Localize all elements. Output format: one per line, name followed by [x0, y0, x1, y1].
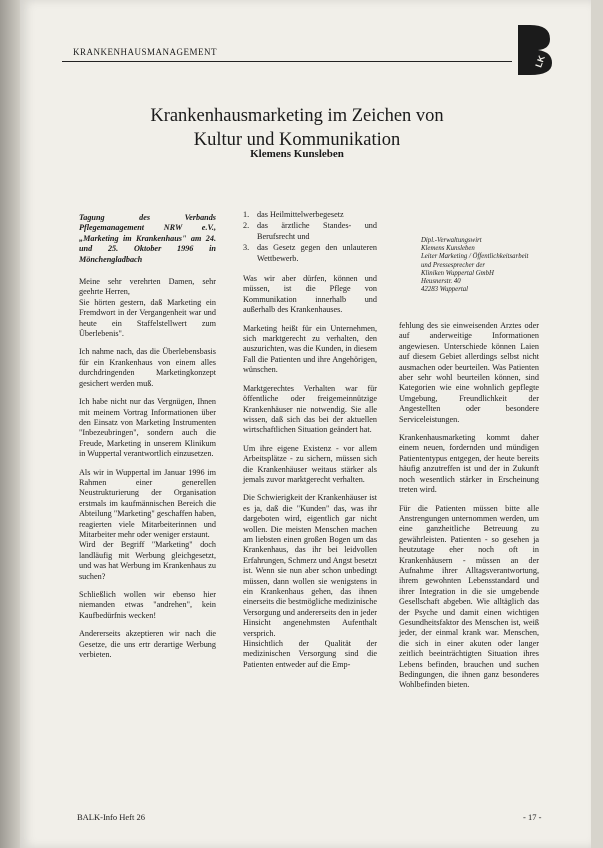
article-author: Klemens Kunsleben [250, 148, 344, 160]
header-rule [62, 61, 512, 62]
paragraph: Krankenhausmarketing kommt daher einem neuen, fordernden und mündigen Patiententypus entgegen, der heute bereits häufig anzutreffen ist und der in Zukunft noch wesentlich stärker in Erscheinung treten wird. [399, 433, 539, 495]
address-line: Klemens Kunsleben [421, 245, 475, 253]
paragraph: Ich habe nicht nur das Vergnügen, Ihnen mit meinem Vortrag Informationen über den Einsatz von Marketing Instrumenten "Inbezeubringen", sondern auch die Freude, Marketing in unserem Klinikum in Wuppertal verantwortlich einzusetzen. [79, 397, 216, 459]
title-line-2: Kultur und Kommunikation [193, 130, 401, 150]
svg-text:LK: LK [533, 54, 547, 69]
address-line: Dipl.-Verwaltungswirt [421, 237, 482, 244]
paragraph: Andererseits akzeptieren wir nach die Gesetze, die uns ertr derartige Werbung verbieten. [79, 629, 216, 660]
list-number: 1. [243, 210, 250, 219]
paragraph: Um ihre eigene Existenz - vor allem Arbeitsplätze - zu sichern, müssen sich die Krankenhäuser weitaus stärker als jemals zuvor marktgerecht verhalten. [243, 443, 377, 484]
list-item [243, 243, 377, 264]
balk-logo [516, 21, 556, 81]
column-3 [399, 229, 539, 699]
law-list [243, 210, 377, 264]
paragraph: Marketing heißt für ein Unternehmen, sich marktgerecht zu verhalten, den auszurichten, was die Kunden, in diesem Fall die Patienten und ihre Angehörigen, wünschen. [243, 323, 377, 375]
address-line: Kliniken Wuppertal GmbH [421, 269, 494, 277]
intro-text: Tagung des Verbands Pflegemanagement NRW e.V., „Marketing im Krankenhaus" am 24. und 25. Oktober 1996 in Mönchengladbach [79, 213, 216, 264]
paragraph: Was wir aber dürfen, können und müssen, ist die Pflege von Kommunikation innerhalb und außerhalb des Krankenhauses. [243, 274, 377, 315]
list-number: 3. [243, 243, 250, 253]
paragraph: Ich nahme nach, das die Überlebensbasis für ein Krankenhaus von einem alles durchdringenden Marketingkonzept gesichert werden muß. [79, 347, 216, 388]
paragraph: Die Schwierigkeit der Krankenhäuser ist es ja, daß die "Kunden" das, was ihr dargeboten wird, eigentlich gar nicht wollen. Die meisten Menschen machen am liebsten einen großen Bogen um das Krankenhaus, das ihr bei leidvollen Erfahrungen, Schmerz und Angst besetzt ist. Wenn sie nun aber schon unbedingt müssen, dann wollen sie wenigstens in ein Krankenhaus gehen, das ihnen einerseits die bestmögliche medizinische Versorgung und andererseits den in jeder Hinsicht angenehmsten Aufenthalt versprich. Hinsichtlich der Qualität der medizinischen Versorgung sind die Patienten entweder auf die Emp- [243, 493, 377, 669]
article-title [62, 104, 532, 152]
paragraph: Meine sehr verehrten Damen, sehr geehrte Herren, Sie hörten gestern, daß Marketing ein Fremdwort in der Vergangenheit war und heute ein Staffelstellwert zum Überlebenis". [79, 277, 216, 339]
list-text: das Gesetz gegen den unlauteren Wettbewerb. [257, 243, 377, 263]
section-label: KRANKENHAUSMANAGEMENT [73, 47, 217, 57]
address-line: Heusnerstr. 40 [421, 278, 461, 286]
paragraph: Schließlich wollen wir ebenso hier niemanden etwas "andrehen", kein Kaufbedürfnis wecken! [79, 590, 216, 620]
paragraph: Als wir in Wuppertal im Januar 1996 im Rahmen einer generellen Neustrukturierung der Organisation erstmals im kaufmännischen Bereich die Abteilung "Marketing" geschaffen haben, reagierten viele Mitarbeiterinnen und Mitarbeiter mehr oder weniger erstaunt. Wird der Begriff "Marketing" doch landläufig mit Werbung gleichgesetzt, und was hat Werbung im Krankenhaus zu suchen? [79, 467, 216, 581]
paragraph: Für die Patienten müssen bitte alle Anstrengungen unternommen werden, um eine ganzheitliche Betreuung zu gewährleisten. Patienten - so gesehen ja heutzutage eher noch oft in Krankenhäusern - müssen an der Aufnahme ihrer Alltagsverantwortung, ihrem gewohnten Lebensstandard und ihrer Integration in die sie umgebende Gesellschaft abgeben. Wie alltäglich das der Psyche und damit einen wichtigen Gesundheitsfaktor des Menschen ist, weiß jeder, der einmal krank war. Menschen, die sich in einer akuten oder langer zeitlich beeinträchtigten Situation ihres Lebens befinden, brauchen und suchen Bedingungen, die ihnen ganz besonderes Wohlbefinden bieten. [399, 503, 539, 690]
list-number: 2. [243, 221, 250, 231]
column-3-body [399, 321, 539, 691]
page-number: - 17 - [523, 812, 542, 822]
scan-edge [0, 0, 20, 848]
list-text: das Heilmittelwerbegesetz [257, 210, 344, 219]
list-item [243, 210, 377, 220]
list-text: das ärztliche Standes- und Berufsrecht und [257, 221, 377, 241]
address-line: Leiter Marketing / Öffentlichkeitsarbeit und Pressesprecher der [421, 253, 529, 269]
title-line-1: Krankenhausmarketing im Zeichen von [150, 106, 444, 126]
footer-publication: BALK-Info Heft 26 [77, 812, 145, 822]
list-item [243, 221, 377, 242]
paragraph: Marktgerechtes Verhalten war für öffentliche oder freigemeinnützige Krankenhäuser nie notwendig. Sie alle wissen, daß sich das bei der aktuellen wirtschaftlichen Situation geändert hat. [243, 383, 377, 435]
address-line: 42283 Wuppertal [421, 286, 469, 294]
column-2 [243, 210, 377, 678]
column-1 [79, 213, 216, 668]
paragraph: fehlung des sie einweisenden Arztes oder auf anderweitige Informationen angewiesen. Unterschiede können Laien auf diesem Gebiet allerdings selbst nicht ausmachen oder beurteilen. Was Patienten aber sehr wohl beurteilen können, sind Kategorien wie eine wohnlich gepflegte Umgebung, Freundlichkeit der Angestellten oder besondere Serviceleistungen. [399, 321, 539, 424]
